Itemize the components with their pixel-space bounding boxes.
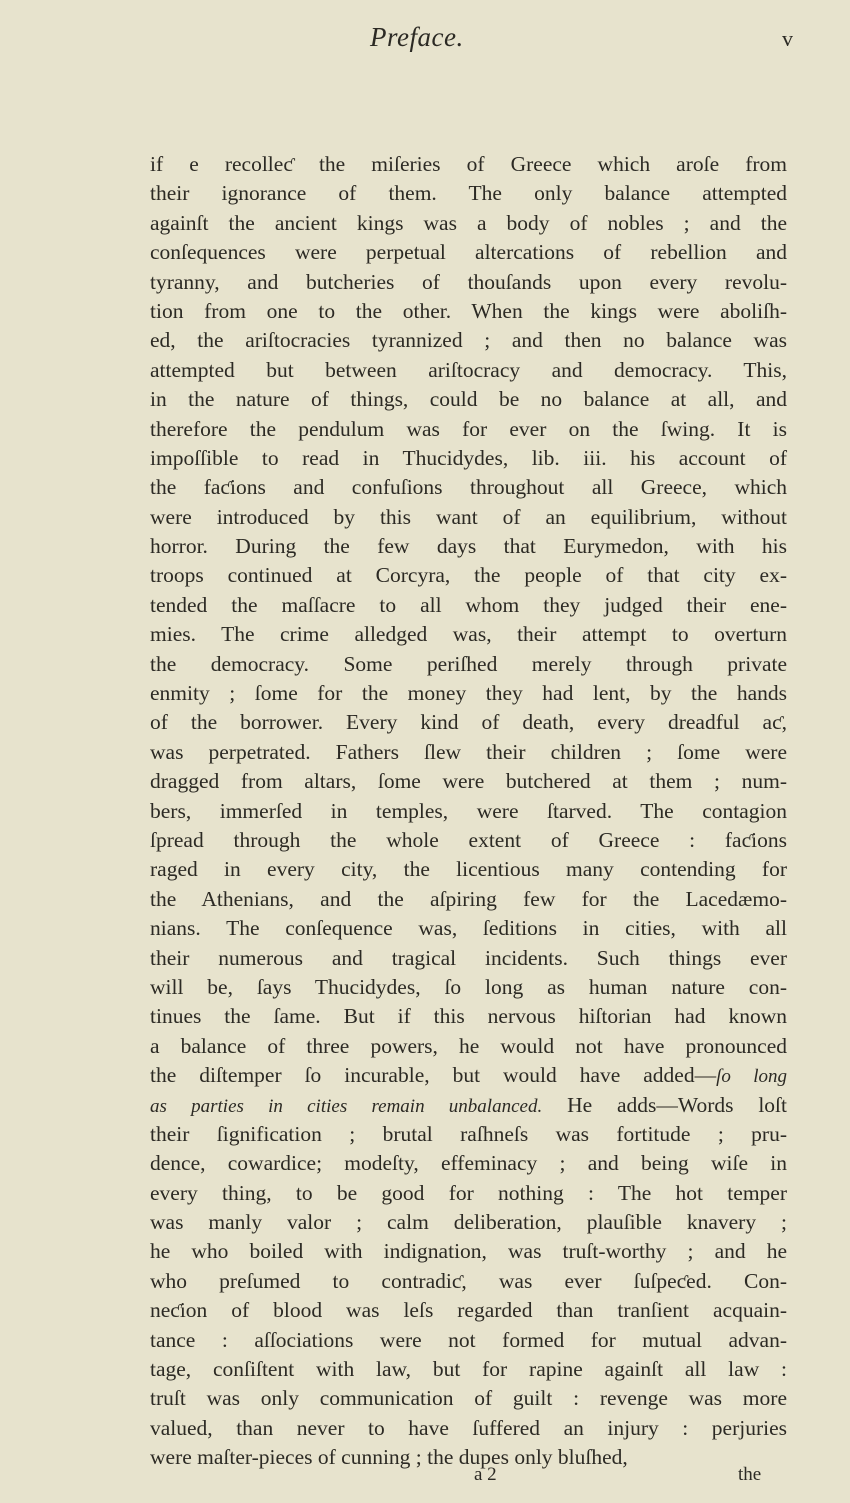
text-line: mies. The crime alledged was, their attempt to overturn — [150, 622, 787, 647]
text-line: their numerous and tragical incidents. Such things ever — [150, 945, 787, 970]
text-line: attempted but between ariſtocracy and democracy. This, — [150, 357, 787, 382]
text-line: ed, the ariſtocracies tyrannized ; and then no balance was — [150, 328, 787, 353]
text-line: he who boiled with indignation, was truſt-worthy ; and he — [150, 1239, 787, 1264]
text-line — [150, 1091, 787, 1120]
text-line: enmity ; ſome for the money they had lent, by the hands — [150, 681, 787, 706]
text-line: tended the maſſacre to all whom they judged their ene- — [150, 592, 787, 617]
page-title: Preface. — [370, 22, 464, 52]
italic-text: as parties in cities remain unbalanced. — [150, 1095, 543, 1117]
text-line: bers, immerſed in temples, were ſtarved. The contagion — [150, 798, 787, 823]
text-span: the diſtemper ſo incurable, but would have added— — [150, 1063, 717, 1088]
text-line: conſequences were perpetual altercations of rebellion and — [150, 240, 787, 265]
text-line: will be, ſays Thucidydes, ſo long as human nature con- — [150, 974, 787, 999]
text-line: nians. The conſequence was, ſeditions in cities, with all — [150, 916, 787, 941]
text-line — [150, 1061, 787, 1090]
text-line: therefore the pendulum was for ever on the ſwing. It is — [150, 416, 787, 441]
text-line: their ſignification ; brutal raſhneſs was fortitude ; pru- — [150, 1121, 787, 1146]
text-line: was perpetrated. Fathers ſlew their children ; ſome were — [150, 739, 787, 764]
text-line: valued, than never to have ſuffered an injury : perjuries — [150, 1415, 787, 1440]
signature-mark: a 2 — [474, 1464, 497, 1485]
text-line: dence, cowardice; modeſty, effeminacy ; and being wiſe in — [150, 1151, 787, 1176]
text-line: of the borrower. Every kind of death, every dreadful aƈ, — [150, 710, 787, 735]
running-header — [0, 22, 850, 62]
text-line: truſt was only communication of guilt : revenge was more — [150, 1386, 787, 1411]
text-line: raged in every city, the licentious many contending for — [150, 857, 787, 882]
text-line: the faƈions and confuſions throughout all Greece, which — [150, 475, 787, 500]
text-line: neƈion of blood was leſs regarded than tranſient acquain- — [150, 1298, 787, 1323]
text-line: if e recolleƈ the miſeries of Greece which aroſe from — [150, 152, 787, 176]
text-line: troops continued at Corcyra, the people of that city ex- — [150, 563, 787, 588]
text-line: were maſter-pieces of cunning ; the dupes only bluſhed, — [150, 1445, 628, 1470]
text-line: tinues the ſame. But if this nervous hiſtorian had known — [150, 1004, 787, 1029]
text-line: tance : aſſociations were not formed for mutual advan- — [150, 1327, 787, 1352]
text-line: in the nature of things, could be no balance at all, and — [150, 387, 787, 412]
text-line: againſt the ancient kings was a body of nobles ; and the — [150, 210, 787, 235]
text-line: their ignorance of them. The only balance attempted — [150, 181, 787, 206]
text-line: who preſumed to contradiƈ, was ever ſuſpeƈed. Con- — [150, 1268, 787, 1293]
text-line: a balance of three powers, he would not have pronounced — [150, 1033, 787, 1058]
text-span: He adds—Words loſt — [567, 1092, 788, 1117]
text-line: every thing, to be good for nothing : The hot temper — [150, 1180, 787, 1205]
text-line: tyranny, and butcheries of thouſands upon every revolu- — [150, 269, 787, 294]
text-line: tion from one to the other. When the kings were aboliſh- — [150, 298, 787, 323]
text-line: impoſſible to read in Thucidydes, lib. iii. his account of — [150, 445, 787, 470]
text-line: dragged from altars, ſome were butchered at them ; num- — [150, 769, 787, 794]
text-line: were introduced by this want of an equilibrium, without — [150, 504, 787, 529]
text-line: the democracy. Some periſhed merely through private — [150, 651, 787, 676]
page-number: v — [782, 26, 793, 51]
body-text — [150, 150, 787, 1473]
text-line: the Athenians, and the aſpiring few for the Lacedæmo- — [150, 886, 787, 911]
text-line: horror. During the few days that Eurymedon, with his — [150, 534, 787, 559]
text-line: ſpread through the whole extent of Greece : faƈions — [150, 827, 787, 852]
catchword: the — [738, 1464, 762, 1485]
text-line: was manly valor ; calm deliberation, plauſible knavery ; — [150, 1210, 787, 1235]
text-line: tage, conſiſtent with law, but for rapine againſt all law : — [150, 1357, 787, 1382]
italic-text: ſo long — [716, 1066, 788, 1088]
